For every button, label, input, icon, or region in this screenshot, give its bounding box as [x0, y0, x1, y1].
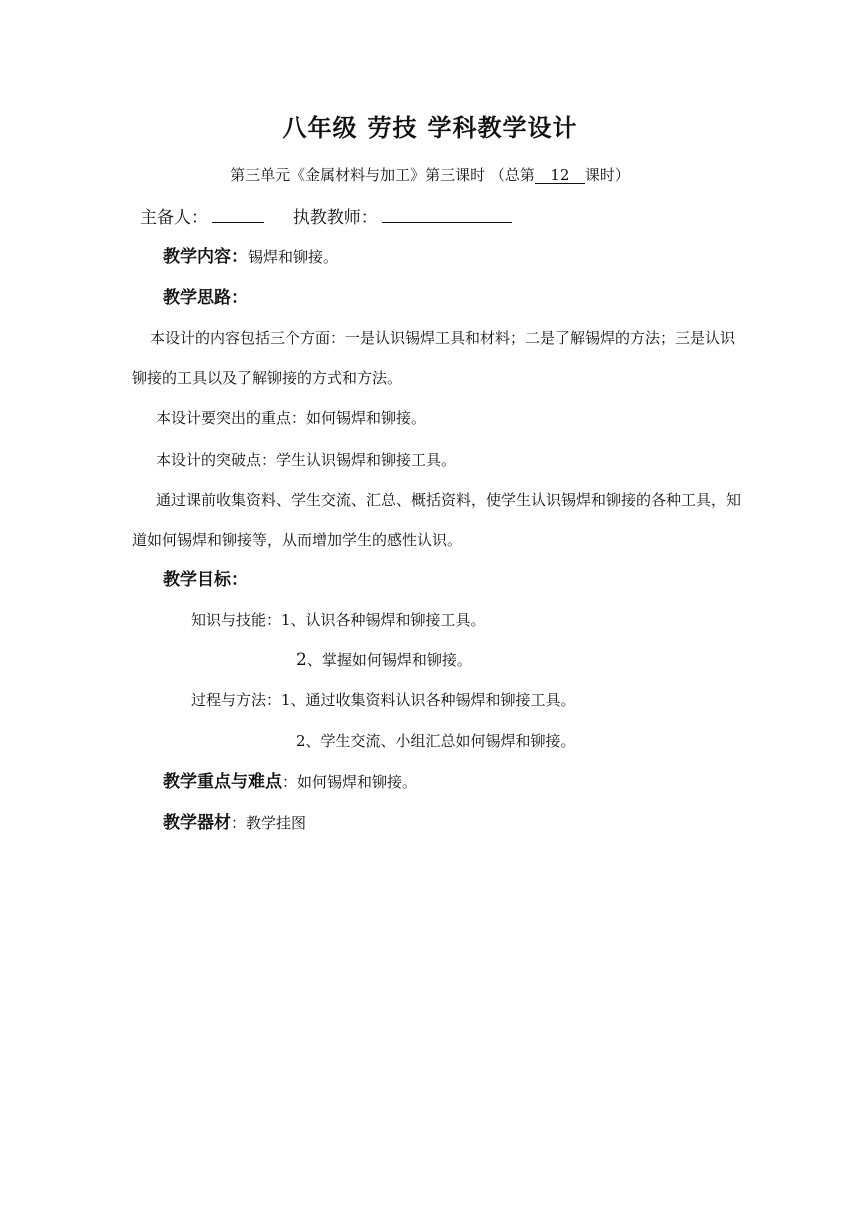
- subtitle-prefix: 第三单元《金属材料与加工》第三课时 （总第: [230, 166, 535, 184]
- lesson-number: 12: [535, 167, 585, 184]
- materials-heading: 教学器材: [163, 813, 231, 833]
- objective-process-2: 2、学生交流、小组汇总如何锡焊和铆接。: [296, 732, 576, 750]
- content-row: [163, 245, 338, 269]
- content-heading: 教学内容：: [163, 247, 248, 267]
- content-text: 锡焊和铆接。: [248, 248, 339, 266]
- knowledge-item-1: 1、认识各种锡焊和铆接工具。: [281, 611, 486, 629]
- title-grade: 八年级: [282, 113, 358, 142]
- process-label: 过程与方法：: [191, 691, 282, 709]
- process-item-1: 1、通过收集资料认识各种锡焊和铆接工具。: [281, 691, 576, 709]
- materials-colon: ：: [231, 814, 247, 832]
- knowledge-item-2-number: 2: [296, 650, 307, 670]
- key-points-colon: ：: [282, 773, 298, 791]
- preparer-row: [140, 204, 512, 229]
- key-points-heading: 教学重点与难点: [163, 772, 282, 792]
- title-subject: 劳技: [367, 113, 418, 142]
- subtitle-suffix: 课时）: [584, 166, 630, 184]
- teacher-label: 执教教师：: [292, 208, 378, 228]
- title-design: 学科教学设计: [427, 113, 578, 142]
- approach-paragraph-2: 本设计要突出的重点：如何锡焊和铆接。: [156, 409, 427, 427]
- key-points-row: [163, 770, 417, 794]
- approach-paragraph-4: 通过课前收集资料、学生交流、汇总、概括资料，使学生认识锡焊和铆接的各种工具，知道如何锡焊和铆接等，从而增加学生的感性认识。: [132, 491, 742, 549]
- objectives-heading: 教学目标：: [163, 570, 248, 590]
- teacher-blank: [382, 204, 512, 223]
- objective-knowledge-1: [191, 610, 486, 630]
- unit-subtitle: [0, 165, 860, 185]
- key-points-text: 如何锡焊和铆接。: [297, 773, 418, 791]
- knowledge-label: 知识与技能：: [191, 611, 282, 629]
- knowledge-item-2-text: 、掌握如何锡焊和铆接。: [306, 651, 472, 669]
- page-title: [0, 112, 860, 144]
- objective-process-1: [191, 690, 576, 710]
- approach-paragraph-3: 本设计的突破点：学生认识锡焊和铆接工具。: [156, 451, 457, 469]
- materials-text: 教学挂图: [246, 814, 307, 832]
- approach-paragraph-1: 本设计的内容包括三个方面：一是认识锡焊工具和材料；二是了解锡焊的方法；三是认识铆接的工具以及了解铆接的方式和方法。: [132, 329, 736, 387]
- preparer-label: 主备人：: [140, 208, 208, 228]
- preparer-blank: [212, 204, 264, 223]
- objective-knowledge-2: [296, 650, 472, 670]
- materials-row: [163, 811, 306, 835]
- approach-heading: 教学思路：: [163, 288, 248, 308]
